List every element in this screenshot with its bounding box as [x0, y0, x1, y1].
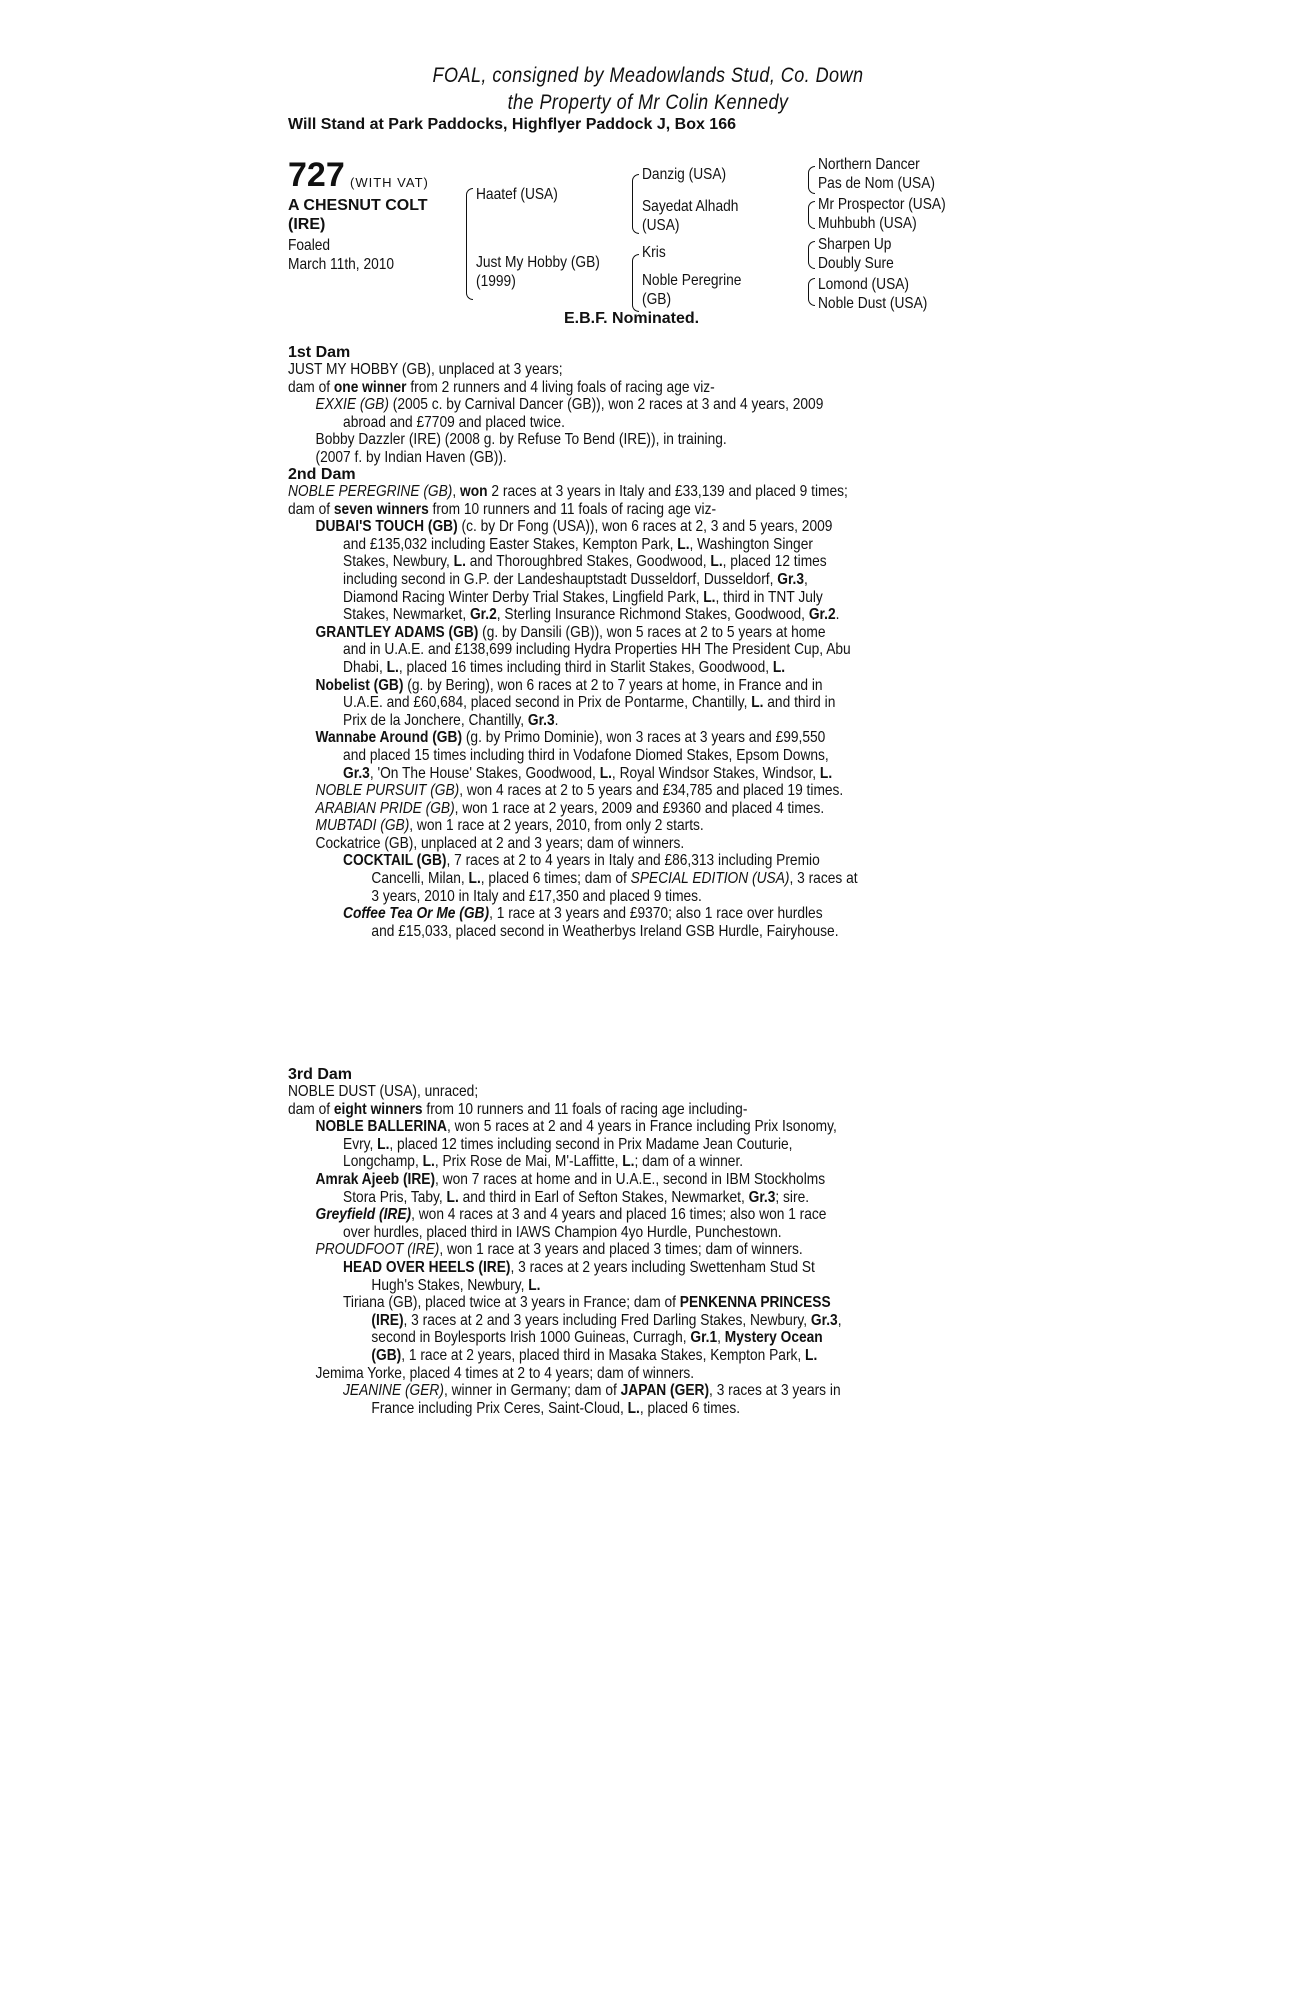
foaled-label: Foaled — [288, 237, 331, 254]
produce-record-cont: U.A.E. and £60,684, placed second in Prix de Pontarme, Chantilly, L. and third in — [343, 694, 836, 712]
section-heading: 1st Dam — [288, 344, 351, 361]
pedigree-sire-dam — [642, 198, 738, 235]
pedigree-brace-dam — [632, 254, 639, 312]
produce-record-cont: Gr.3, 'On The House' Stakes, Goodwood, L., Royal Windsor Stakes, Windsor, L. — [343, 764, 833, 782]
dam-produce-summary: dam of eight winners from 10 runners and 11 foals of racing age including- — [288, 1100, 748, 1118]
grandproduce-record-cont: second in Boylesports Irish 1000 Guineas, Curragh, Gr.1, Mystery Ocean — [371, 1329, 823, 1347]
pedigree-brace-gen1 — [466, 188, 473, 300]
pedigree-dam-dam — [642, 272, 741, 309]
pedigree-gen3 — [818, 156, 946, 313]
grandproduce-record-cont: (IRE), 3 races at 2 and 3 years including Fred Darling Stakes, Newbury, Gr.3, — [371, 1311, 842, 1329]
dam-line: JUST MY HOBBY (GB), unplaced at 3 years; — [288, 361, 563, 378]
pedigree-dam-dam-origin: (GB) — [642, 290, 672, 308]
section-heading: 2nd Dam — [288, 466, 356, 483]
pedigree-sire-dam-origin: (USA) — [642, 216, 680, 234]
grandproduce-record: Coffee Tea Or Me (GB), 1 race at 3 years and £9370; also 1 race over hurdles — [343, 905, 823, 923]
consignment-header — [338, 62, 957, 116]
lot-number: 727 — [288, 156, 345, 194]
pedigree-sdd: Muhbubh (USA) — [818, 214, 917, 232]
pedigree-brace-dd — [808, 278, 815, 306]
produce-record-cont: Evry, L., placed 12 times including second in Prix Madame Jean Couturie, — [343, 1135, 793, 1153]
produce-record-cont: Longchamp, L., Prix Rose de Mai, M'-Laffitte, L.; dam of a winner. — [343, 1153, 744, 1171]
grandproduce-record-cont: Cancelli, Milan, L., placed 6 times; dam of SPECIAL EDITION (USA), 3 races at — [371, 870, 858, 888]
pedigree-brace-sd — [808, 201, 815, 229]
section-heading: 3rd Dam — [288, 1066, 353, 1083]
grandproduce-record-cont: France including Prix Ceres, Saint-Cloud, L., placed 6 times. — [371, 1399, 741, 1417]
produce-record-cont: Dhabi, L., placed 16 times including third in Starlit Stakes, Goodwood, L. — [343, 658, 786, 676]
grandproduce-record: HEAD OVER HEELS (IRE), 3 races at 2 years including Swettenham Stud St — [343, 1258, 815, 1276]
produce-record: (2007 f. by Indian Haven (GB)). — [315, 448, 507, 466]
property-line: the Property of Mr Colin Kennedy — [507, 91, 789, 114]
lot-title — [288, 196, 428, 234]
grandproduce-record-cont: 3 years, 2010 in Italy and £17,350 and placed 9 times. — [371, 887, 702, 905]
pedigree-dss: Sharpen Up — [818, 236, 892, 253]
produce-record: GRANTLEY ADAMS (GB) (g. by Dansili (GB)), won 5 races at 2 to 5 years at home — [315, 623, 826, 641]
grandproduce-record: JEANINE (GER), winner in Germany; dam of JAPAN (GER), 3 races at 3 years in — [343, 1382, 841, 1400]
produce-record: PROUDFOOT (IRE), won 1 race at 3 years and placed 3 times; dam of winners. — [315, 1241, 803, 1259]
grandproduce-record-cont: and £15,033, placed second in Weatherbys Ireland GSB Hurdle, Fairyhouse. — [371, 922, 839, 940]
grandproduce-record-cont: Hugh's Stakes, Newbury, L. — [371, 1276, 541, 1294]
lot-origin: (IRE) — [288, 216, 326, 233]
produce-record-cont: Stora Pris, Taby, L. and third in Earl of Sefton Stakes, Newmarket, Gr.3; sire. — [343, 1188, 810, 1206]
dam-line: NOBLE PEREGRINE (GB), won 2 races at 3 years in Italy and £33,139 and placed 9 times; — [288, 483, 848, 500]
vat-note: (WITH VAT) — [350, 175, 429, 190]
produce-record: Bobby Dazzler (IRE) (2008 g. by Refuse To Bend (IRE)), in training. — [315, 431, 727, 449]
pedigree-dds: Lomond (USA) — [818, 276, 910, 293]
dam-produce-summary: dam of one winner from 2 runners and 4 living foals of racing age viz- — [288, 378, 715, 396]
first-dam-section — [288, 344, 1008, 467]
produce-record: Nobelist (GB) (g. by Bering), won 6 races at 2 to 7 years at home, in France and in — [315, 676, 823, 694]
produce-record: NOBLE PURSUIT (GB), won 4 races at 2 to 5 years and £34,785 and placed 19 times. — [315, 782, 844, 800]
pedigree-sss: Northern Dancer — [818, 156, 920, 173]
grandproduce-record: COCKTAIL (GB), 7 races at 2 to 4 years in Italy and £86,313 including Premio — [343, 852, 820, 870]
third-dam-section — [288, 1066, 1008, 1417]
produce-record-cont: and placed 15 times including third in Vodafone Diomed Stakes, Epsom Downs, — [343, 746, 829, 764]
pedigree-dam-year: (1999) — [476, 272, 516, 290]
pedigree-sire-dam-name: Sayedat Alhadh — [642, 198, 739, 215]
produce-record: MUBTADI (GB), won 1 race at 2 years, 2010, from only 2 starts. — [315, 817, 704, 835]
pedigree-dam — [476, 254, 600, 291]
dam-produce-summary: dam of seven winners from 10 runners and 11 foals of racing age viz- — [288, 500, 717, 518]
stand-location: Will Stand at Park Paddocks, Highflyer Paddock J, Box 166 — [288, 116, 736, 133]
pedigree-brace-ds — [808, 241, 815, 269]
pedigree-dam-sire: Kris — [642, 244, 666, 261]
pedigree-sire: Haatef (USA) — [476, 186, 558, 203]
produce-record-cont: Diamond Racing Winter Derby Trial Stakes, Lingfield Park, L., third in TNT July — [343, 588, 823, 606]
produce-record: Greyfield (IRE), won 4 races at 3 and 4 years and placed 16 times; also won 1 race — [315, 1206, 827, 1224]
produce-record: Amrak Ajeeb (IRE), won 7 races at home and in U.A.E., second in IBM Stockholms — [315, 1170, 826, 1188]
pedigree-ddd: Noble Dust (USA) — [818, 294, 928, 312]
foaled-date: March 11th, 2010 — [288, 256, 395, 273]
produce-record: DUBAI'S TOUCH (GB) (c. by Dr Fong (USA)), won 6 races at 2, 3 and 5 years, 2009 — [315, 518, 833, 536]
produce-record: EXXIE (GB) (2005 c. by Carnival Dancer (GB)), won 2 races at 3 and 4 years, 2009 — [315, 396, 824, 414]
dam-line: NOBLE DUST (USA), unraced; — [288, 1083, 479, 1100]
grandproduce-record: Tiriana (GB), placed twice at 3 years in France; dam of PENKENNA PRINCESS — [343, 1294, 831, 1312]
produce-record-cont: and in U.A.E. and £138,699 including Hydra Properties HH The President Cup, Abu — [343, 641, 851, 659]
produce-record: Jemima Yorke, placed 4 times at 2 to 4 years; dam of winners. — [315, 1364, 695, 1382]
pedigree-ssd: Pas de Nom (USA) — [818, 174, 936, 192]
pedigree-brace-sire — [632, 174, 639, 234]
grandproduce-record-cont: (GB), 1 race at 2 years, placed third in Masaka Stakes, Kempton Park, L. — [371, 1346, 818, 1364]
produce-record: Wannabe Around (GB) (g. by Primo Dominie), won 3 races at 3 years and £99,550 — [315, 729, 826, 747]
pedigree-sire-sire: Danzig (USA) — [642, 166, 727, 183]
produce-record-cont: over hurdles, placed third in IAWS Champion 4yo Hurdle, Punchestown. — [343, 1223, 782, 1241]
pedigree-sds: Mr Prospector (USA) — [818, 196, 946, 213]
produce-record: ARABIAN PRIDE (GB), won 1 race at 2 years, 2009 and £9360 and placed 4 times. — [315, 799, 825, 817]
produce-record-cont: including second in G.P. der Landeshauptstadt Dusseldorf, Dusseldorf, Gr.3, — [343, 570, 808, 588]
lot-name: A CHESNUT COLT — [288, 197, 428, 214]
foaled-info — [288, 236, 394, 274]
pedigree-brace-ss — [808, 166, 815, 194]
pedigree-dam-dam-name: Noble Peregrine — [642, 272, 742, 289]
second-dam-section — [288, 466, 1008, 940]
produce-record: Cockatrice (GB), unplaced at 2 and 3 years; dam of winners. — [315, 834, 685, 852]
produce-record-cont: Stakes, Newmarket, Gr.2, Sterling Insurance Richmond Stakes, Goodwood, Gr.2. — [343, 606, 840, 624]
consignor-line: FOAL, consigned by Meadowlands Stud, Co. Down — [432, 64, 864, 87]
ebf-nomination: E.B.F. Nominated. — [564, 310, 700, 327]
produce-record-cont: Prix de la Jonchere, Chantilly, Gr.3. — [343, 711, 559, 729]
produce-record-cont: and £135,032 including Easter Stakes, Kempton Park, L., Washington Singer — [343, 535, 813, 553]
produce-record: NOBLE BALLERINA, won 5 races at 2 and 4 years in France including Prix Isonomy, — [315, 1118, 837, 1136]
produce-record-cont: abroad and £7709 and placed twice. — [343, 413, 565, 431]
produce-record-cont: Stakes, Newbury, L. and Thoroughbred Stakes, Goodwood, L., placed 12 times — [343, 553, 827, 571]
pedigree-dam-name: Just My Hobby (GB) — [476, 254, 600, 271]
pedigree-dsd: Doubly Sure — [818, 254, 894, 272]
